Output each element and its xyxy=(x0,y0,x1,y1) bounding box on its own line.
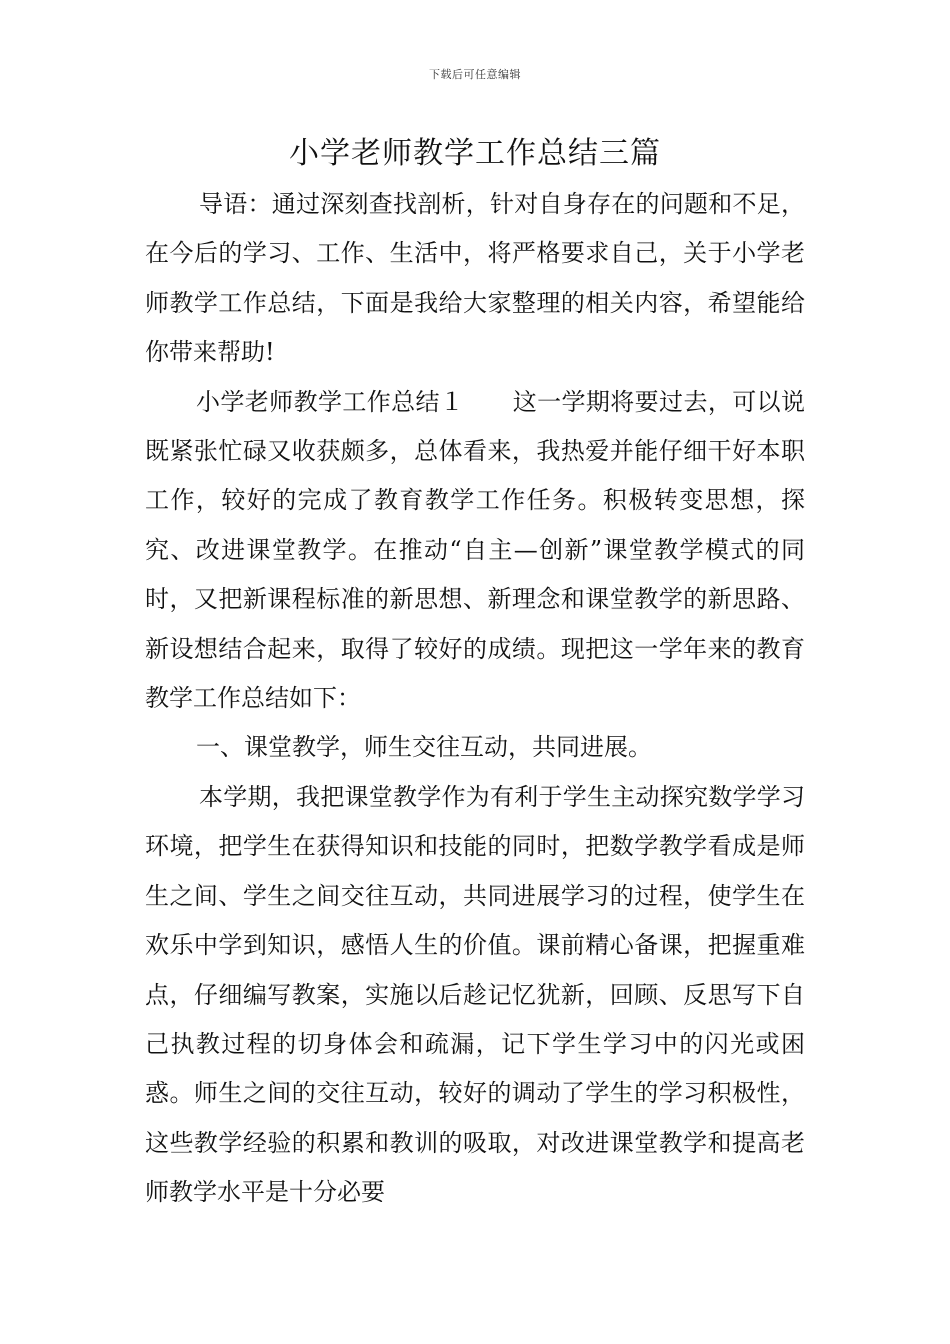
heading-1: 一、课堂教学，师生交往互动，共同进展。 xyxy=(196,733,652,762)
body-paragraph-1: 本学期，我把课堂教学作为有利于学生主动探究数学学习环境，把学生在获得知识和技能的同时，把数学教学看成是师生之间、学生之间交往互动，共同进展学习的过程，使学生在欢乐中学到知识，感悟人生的价值。课前精心备课，把握重难点，仔细编写教案，实施以后趁记忆犹新，回顾、反思写下自己执教过程的切身体会和疏漏，记下学生学习中的闪光或困惑。师生之间的交往互动，较好的调动了学生的学习积极性，这些教学经验的积累和教训的吸取，对改进课堂教学和提高老师教学水平是十分必要 xyxy=(145,782,805,1207)
section-1-paragraph xyxy=(145,378,805,724)
intro-paragraph: 导语：通过深刻查找剖析，针对自身存在的问题和不足，在今后的学习、工作、生活中，将严格要求自己，关于小学老师教学工作总结，下面是我给大家整理的相关内容，希望能给你带来帮助! xyxy=(145,190,805,367)
page-title: 小学老师教学工作总结三篇 xyxy=(289,136,661,171)
document-body xyxy=(145,180,805,1218)
section-1-text: 这一学期将要过去，可以说既紧张忙碌又收获颇多，总体看来，我热爱并能仔细干好本职工作，较好的完成了教育教学工作任务。积极转变思想，探究、改进课堂教学。在推动“自主—创新”课堂教学模式的同时，又把新课程标准的新思想、新理念和课堂教学的新思路、新设想结合起来，取得了较好的成绩。现把这一学年来的教育教学工作总结如下： xyxy=(145,387,806,713)
header-note: 下载后可任意编辑 xyxy=(429,68,521,81)
section-1-title: 小学老师教学工作总结１ xyxy=(196,387,465,416)
